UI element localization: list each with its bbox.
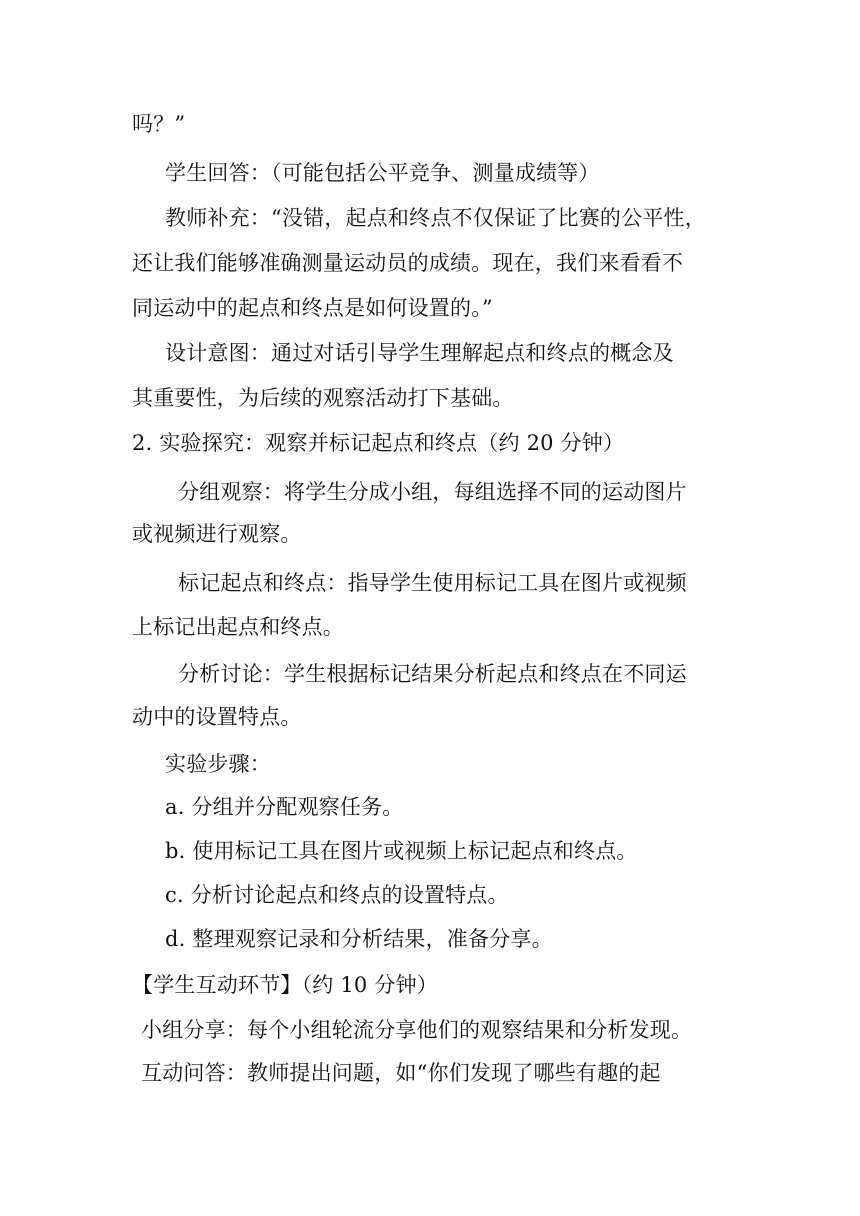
list-item: b. 使用标记工具在图片或视频上标记起点和终点。 bbox=[165, 839, 638, 863]
text-line: 吗？” bbox=[132, 112, 186, 136]
text-line: 学生回答：（可能包括公平竞争、测量成绩等） bbox=[165, 161, 600, 185]
text-line: 分析讨论：学生根据标记结果分析起点和终点在不同运 bbox=[178, 662, 687, 686]
list-item: a. 分组并分配观察任务。 bbox=[165, 795, 404, 819]
text-line: 教师补充：“没错，起点和终点不仅保证了比赛的公平性， bbox=[165, 206, 706, 230]
section-heading: 【学生互动环节】（约 10 分钟） bbox=[132, 973, 438, 997]
text-line: 小组分享：每个小组轮流分享他们的观察结果和分析发现。 bbox=[141, 1018, 693, 1042]
text-line: 动中的设置特点。 bbox=[132, 705, 302, 729]
text-line: 上标记出起点和终点。 bbox=[132, 615, 344, 639]
text-line: 同运动中的起点和终点是如何设置的。” bbox=[132, 296, 493, 320]
text-line: 设计意图：通过对话引导学生理解起点和终点的概念及 bbox=[165, 341, 674, 365]
list-item: c. 分析讨论起点和终点的设置特点。 bbox=[165, 883, 509, 907]
text-line: 其重要性，为后续的观察活动打下基础。 bbox=[132, 386, 514, 410]
text-line: 实验步骤： bbox=[165, 752, 271, 776]
text-line: 标记起点和终点：指导学生使用标记工具在图片或视频 bbox=[178, 571, 687, 595]
text-line: 互动问答：教师提出问题，如“你们发现了哪些有趣的起 bbox=[141, 1061, 661, 1085]
list-item: d. 整理观察记录和分析结果，准备分享。 bbox=[165, 927, 553, 951]
text-line: 或视频进行观察。 bbox=[132, 522, 302, 546]
section-heading: 2. 实验探究：观察并标记起点和终点（约 20 分钟） bbox=[132, 431, 625, 455]
text-line: 分组观察：将学生分成小组，每组选择不同的运动图片 bbox=[178, 480, 687, 504]
text-line: 还让我们能够准确测量运动员的成绩。现在，我们来看看不 bbox=[132, 251, 684, 275]
